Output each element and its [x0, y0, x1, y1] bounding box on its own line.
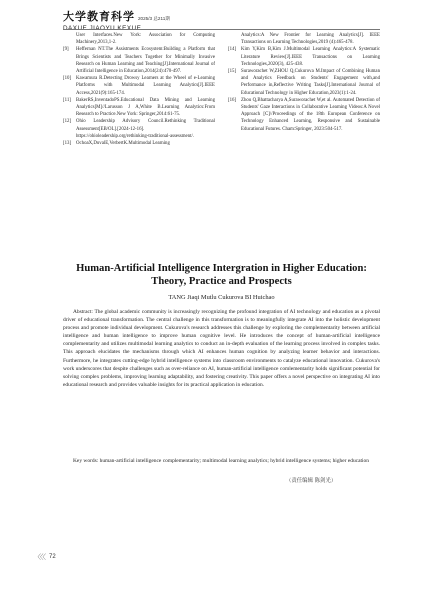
english-keywords — [63, 457, 380, 465]
masthead-row — [63, 8, 393, 24]
reference-number: [13] — [63, 141, 72, 147]
abstract-text: The global academic community is increasingly recognizing the profound integration of AI technology and education as a pivotal driver of educational transformation. The central challenge in this transformation is to meaningfully integrate AI into the holistic development process and promote individual development. Cukurova's research addresses this challenge by exploring the complementarity between artificial intelligence and human intelligence to improve human cognitive level. He introduces the concept of human-artificial intelligence complementarity and utilizes multimodal learning analytics to conduct an in-depth evaluation of the learning process involved in complex tasks. This approach elucidates the mechanisms through which AI enhances human cognition by analyzing learner behavior and interactions. Furthermore, he integrates cutting-edge hybrid intelligence systems into classroom environments to catalyze educational innovation. Cukurova's work underscores that despite challenges such as over-reliance on AI, human-artificial intelligence comlementarity holds significant potential for solving complex problems, improving learning adaptability, and fostering creativity. This paper offers a novel perspective on integrating AI into educational research and provides valuable insights for its practical application in education. — [63, 309, 380, 388]
chevrons-left-icon: 〈〈〈 — [34, 553, 45, 561]
keywords-text: human-artificial intelligence complementarity; multimodal learning analytics; hybrid intelligence systems; higher education — [99, 458, 369, 464]
reference-item — [228, 32, 380, 46]
reference-number: [11] — [63, 97, 71, 103]
reference-item — [63, 32, 215, 46]
reference-number: [16] — [228, 97, 237, 103]
page-number: 72 — [49, 554, 56, 560]
english-authors: TANG Jiaqi Mutlu Cukurova BI Huichao — [168, 294, 275, 301]
references-left-column — [63, 32, 215, 147]
abstract-label: Abstract: — [73, 309, 93, 315]
reference-item — [63, 46, 215, 75]
reference-number: [15] — [228, 69, 237, 75]
reference-text: BakerRS,InventadoPS.Educational Data Mining and Learning Analytics[M]//Larusson J A,White B.Learning Analytics:From Research to Practice.New York: Springer,2014:61-75. — [76, 97, 215, 118]
reference-item — [63, 75, 215, 97]
reference-text: User Interfaces.New York: Association for Computing Machinery,2013,1-2. — [76, 33, 215, 46]
reference-text: Analytics:A New Frontier for Learning Analytics[J]. IEEE Transactions on Learning Technologies,2019 (4):465-478. — [241, 33, 380, 46]
reference-item — [63, 97, 215, 119]
reference-text: Kawamura R.Detecting Drowsy Learners at the Wheel of e-Learning Platforms with Multimodal Learning Analytics[J].IEEE Access,2021(9):165-174. — [76, 76, 215, 96]
responsible-editor: （责任编辑 陈剑光） — [286, 478, 337, 484]
reference-text: Zhou Q,Bhattacharya A,Suraworachet W,et al. Automated Detection of Students' Gaze Interactions in Collaborative Learning Videos:A Novel Approach [C]//Proceedings of the 18th European Conference on Technology Enhanced Learning, Responsive and Sustainable Educational Futures. Cham:Springer, 2023:504-517. — [241, 97, 380, 132]
reference-text: Ohio Leadership Advisory Council.Rethinking Traditional Assessment[EB/OL].[2024-12-16]. https://ohioleadership.org/rethinking-traditional-assessment/. — [76, 119, 215, 139]
journal-title-cn: 大学教育科学 — [63, 10, 135, 23]
english-abstract — [63, 308, 380, 389]
keywords-label: Key words: — [73, 458, 99, 464]
reference-item — [63, 140, 215, 147]
reference-number: [12] — [63, 119, 72, 125]
english-article-title: Human-Artificial Intelligence Intergration in Higher Education: Theory, Practice and Prospects — [76, 263, 367, 287]
reference-item — [228, 68, 380, 97]
page-footer — [34, 552, 56, 562]
reference-number: [9] — [63, 47, 69, 53]
reference-text: Suraworachet W,ZHOU Q,Cukurova M.Impact of Combining Human and Analytics Feedback on Students' Engagement with,and Performance in,Reflective Writing Tasks[J].International Journal of Educational Technology in Higher Education,2023(1):1-24. — [241, 69, 380, 96]
reference-item — [228, 97, 380, 133]
reference-number: [14] — [228, 47, 237, 53]
reference-item — [228, 46, 380, 68]
header-divider — [63, 29, 380, 30]
issue-label: 2025/3 总211期 — [138, 16, 170, 21]
reference-text: Heffernan NT.The Assistments Ecosystem:Building a Platform that Brings Scientists and Teachers Together for Minimally Invasive Research on Human Learning and Teaching[J].International Journal of Artificial Intelligence in Education,2014(24):470-497. — [76, 47, 215, 75]
journal-title-en: DAXUE JIAOYU KEXUE — [63, 25, 142, 32]
reference-text: OchoaX,DuvalE,VerbertK.Multimodal Learning — [76, 141, 170, 147]
references-right-column — [228, 32, 380, 133]
reference-number: [10] — [63, 76, 72, 82]
reference-text: Kim Y,Kim B,Kim J.Multimodal Learning Analytics:A Systematic Literature Review[J].IEEE Transactions on Learning Technologies,2020(3), 425-438. — [241, 47, 380, 67]
reference-item — [63, 118, 215, 140]
